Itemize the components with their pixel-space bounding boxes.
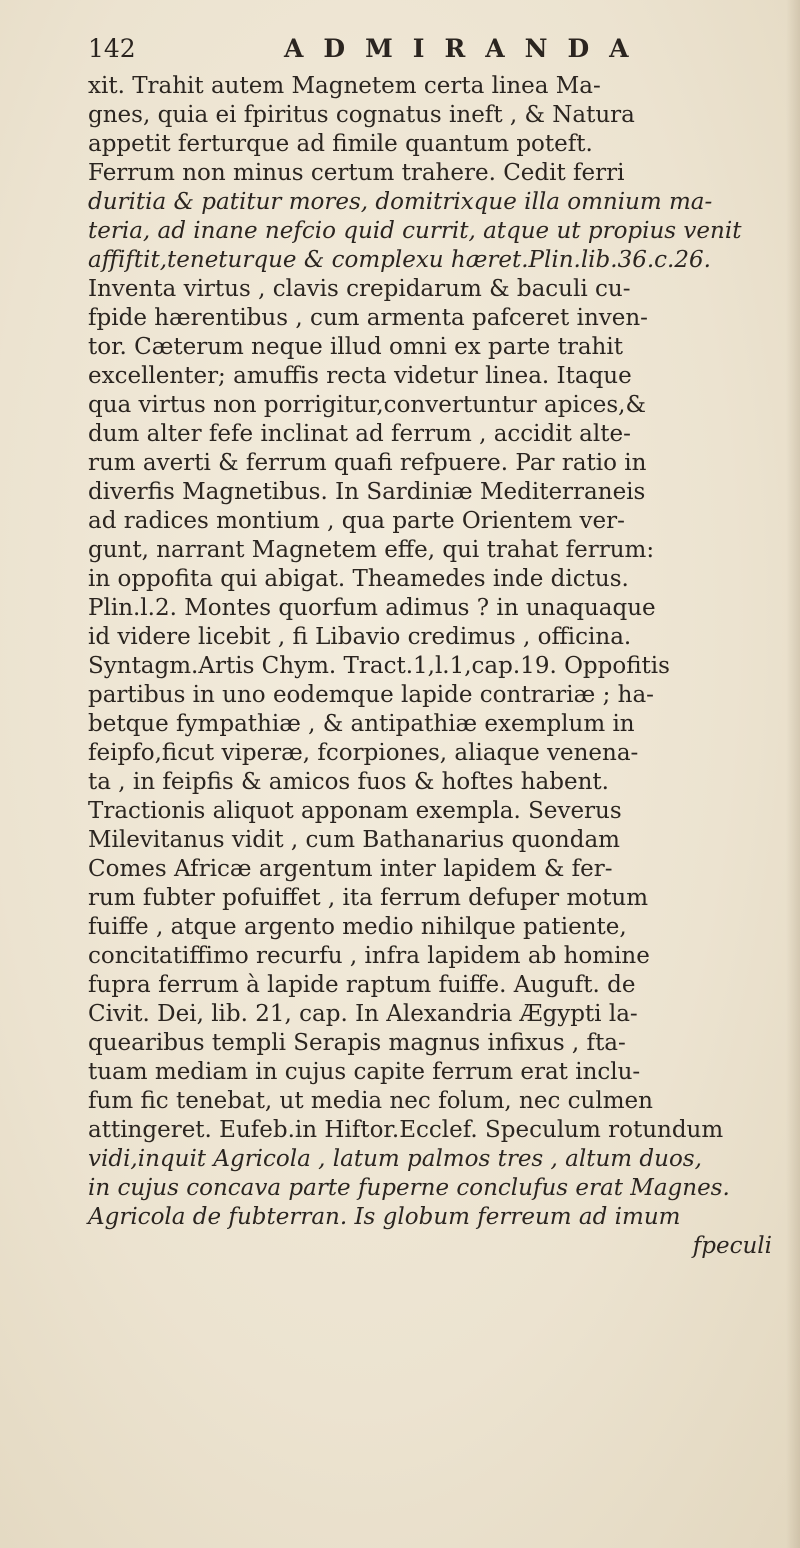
text-line: Comes Africæ argentum inter lapidem & fer- <box>88 856 613 882</box>
text-line: Inventa virtus , clavis crepidarum & baculi cu- <box>88 276 631 302</box>
text-line: in cujus concava parte fuperne conclufus erat Magnes. <box>88 1175 730 1201</box>
text-line: teria, ad inane nefcio quid currit, atque ut propius venit <box>88 218 742 244</box>
text-line: gnes, quia ei fpiritus cognatus ineft , & Natura <box>88 102 635 128</box>
text-line: tor. Cæterum neque illud omni ex parte trahit <box>88 334 623 360</box>
running-head: ADMIRANDA <box>284 34 649 63</box>
text-line: duritia & patitur mores, domitrixque illa omnium ma- <box>88 189 713 215</box>
text-line: Plin.l.2. Montes quorfum adimus ? in unaquaque <box>88 595 656 621</box>
text-line: Milevitanus vidit , cum Bathanarius quondam <box>88 827 620 853</box>
text-line: rum fubter pofuiffet , ita ferrum defuper motum <box>88 885 649 911</box>
text-line: xit. Trahit autem Magnetem certa linea Ma- <box>88 73 601 99</box>
text-line: Syntagm.Artis Chym. Tract.1,l.1,cap.19. Oppofitis <box>88 653 670 679</box>
text-line: Tractionis aliquot apponam exempla. Severus <box>88 798 622 824</box>
text-line: fum fic tenebat, ut media nec folum, nec culmen <box>88 1088 653 1114</box>
text-line: fuiffe , atque argento medio nihilque patiente, <box>88 914 627 940</box>
catchword: fpeculi <box>692 1233 772 1259</box>
page-header <box>88 34 788 74</box>
text-line: feipfo,ficut viperæ, fcorpiones, aliaque venena- <box>88 740 639 766</box>
text-line: qua virtus non porrigitur,convertuntur apices,& <box>88 392 646 418</box>
text-line: appetit ferturque ad fimile quantum poteft. <box>88 131 593 157</box>
body-text <box>88 72 788 1261</box>
text-line: Ferrum non minus certum trahere. Cedit ferri <box>88 160 625 186</box>
text-line: id videre licebit , fi Libavio credimus , officina. <box>88 624 632 650</box>
text-line: affiftit,teneturque & complexu hæret.Plin.lib.36.c.26. <box>88 247 711 273</box>
text-line: concitatiffimo recurfu , infra lapidem ab homine <box>88 943 650 969</box>
text-line: partibus in uno eodemque lapide contrariæ ; ha- <box>88 682 654 708</box>
text-line: attingeret. Eufeb.in Hiftor.Ecclef. Speculum rotundum <box>88 1117 724 1143</box>
text-line: ad radices montium , qua parte Orientem ver- <box>88 508 625 534</box>
text-line: ta , in feipfis & amicos fuos & hoftes habent. <box>88 769 609 795</box>
text-line: betque fympathiæ , & antipathiæ exemplum in <box>88 711 635 737</box>
text-line: in oppofita qui abigat. Theamedes inde dictus. <box>88 566 629 592</box>
text-line: fpide hærentibus , cum armenta pafceret inven- <box>88 305 648 331</box>
page-number: 142 <box>88 34 136 63</box>
text-line: Civit. Dei, lib. 21, cap. In Alexandria Ægypti la- <box>88 1001 638 1027</box>
text-line: gunt, narrant Magnetem effe, qui trahat ferrum: <box>88 537 655 563</box>
text-line: vidi,inquit Agricola , latum palmos tres , altum duos, <box>88 1146 702 1172</box>
text-line: rum averti & ferrum quafi refpuere. Par ratio in <box>88 450 647 476</box>
page-edge-shadow <box>786 0 800 1548</box>
text-line: quearibus templi Serapis magnus infixus , fta- <box>88 1030 626 1056</box>
text-line: diverfis Magnetibus. In Sardiniæ Mediterraneis <box>88 479 646 505</box>
text-line: fupra ferrum à lapide raptum fuiffe. Auguft. de <box>88 972 636 998</box>
text-line: Agricola de fubterran. Is globum ferreum ad imum <box>88 1204 681 1230</box>
text-line: dum alter fefe inclinat ad ferrum , accidit alte- <box>88 421 631 447</box>
text-line: excellenter; amuffis recta videtur linea. Itaque <box>88 363 632 389</box>
text-line: tuam mediam in cujus capite ferrum erat inclu- <box>88 1059 641 1085</box>
